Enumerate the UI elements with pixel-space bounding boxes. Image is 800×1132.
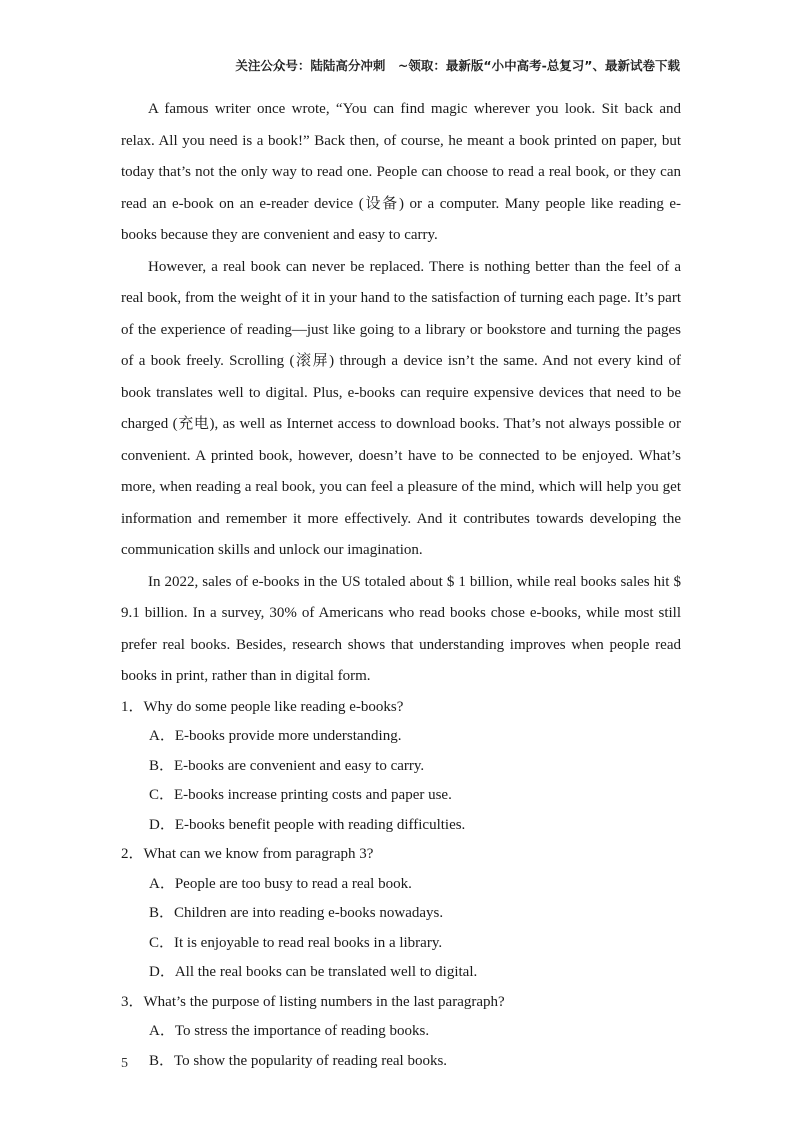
passage-paragraph-3: In 2022, sales of e-books in the US totaled about $ 1 billion, while real books sales hit $ 9.1 billion. In a survey, 30% of Americans who read books chose e-books, while most still prefer real books. Besides, research shows that understanding improves when people read books in print, rather than in digital form. (121, 573, 681, 684)
passage-paragraph-1: A famous writer once wrote, “You can find magic wherever you look. Sit back and relax. All you need is a book!” Back then, of course, he meant a book printed on paper, but today that’s not the only way to read one. People can choose to read a real book, or they can read an e-book on an e-reader device (设备) or a computer. Many people like reading e-books because they are convenient and easy to carry. (121, 101, 681, 243)
question-option: A．To stress the importance of reading books. (149, 1023, 430, 1039)
question-option: D．All the real books can be translated well to digital. (149, 964, 478, 980)
question-1 (121, 693, 681, 841)
question-2 (121, 840, 681, 988)
question-option: D．E-books benefit people with reading difficulties. (149, 816, 466, 833)
page-header: 关注公众号：陆陆高分冲刺 ~领取：最新版“小中高考-总复习”、最新试卷下载 (235, 58, 680, 73)
question-stem: 1．Why do some people like reading e-books? (121, 698, 404, 715)
passage-paragraph-2: However, a real book can never be replaced. There is nothing better than the feel of a real book, from the weight of it in your hand to the satisfaction of turning each page. It’s part of the experience of reading—just like going to a library or bookstore and turning the pages of a book freely. Scrolling (滚屏) through a device isn’t the same. And not every kind of book translates well to digital. Plus, e-books can require expensive devices that need to be charged (充电), as well as Internet access to download books. That’s not always possible or convenient. A printed book, however, doesn’t have to be connected to be enjoyed. What’s more, when reading a real book, you can feel a pleasure of the mind, which will help you get information and remember it more effectively. And it contributes towards developing the communication skills and unlock our imagination. (121, 258, 681, 558)
question-option: B．To show the popularity of reading real books. (149, 1052, 448, 1069)
question-option: A．E-books provide more understanding. (149, 728, 402, 744)
question-stem: 2．What can we know from paragraph 3? (121, 846, 374, 862)
question-option: A．People are too busy to read a real book. (149, 875, 412, 892)
question-option: B．Children are into reading e-books nowadays. (149, 905, 444, 921)
question-option: C．E-books increase printing costs and paper use. (149, 787, 452, 803)
question-stem: 3．What’s the purpose of listing numbers in the last paragraph? (121, 993, 505, 1010)
question-option: C．It is enjoyable to read real books in a library. (149, 934, 443, 951)
document-content (121, 94, 681, 1076)
question-3 (121, 988, 681, 1077)
page-number: 5 (121, 1056, 128, 1071)
question-option: B．E-books are convenient and easy to carry. (149, 757, 425, 774)
